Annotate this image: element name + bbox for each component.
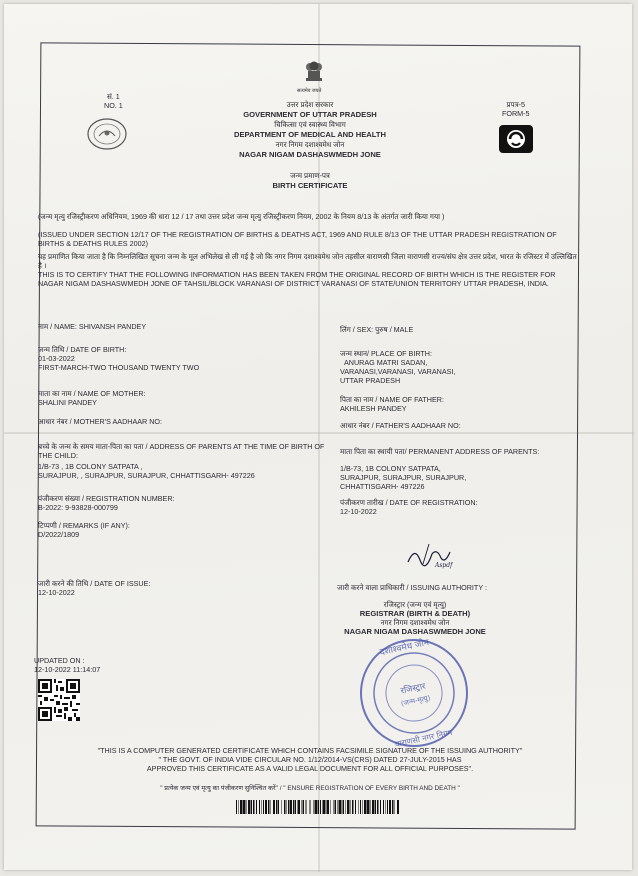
header-state-hi: उत्तर प्रदेश सरकार <box>286 100 334 109</box>
barcode-bar <box>372 800 374 814</box>
barcode-bar <box>284 800 285 814</box>
page-title: BIRTH CERTIFICATE <box>272 181 348 190</box>
barcode-bar <box>370 800 371 814</box>
barcode-bar <box>350 800 351 814</box>
barcode-bar <box>240 800 242 814</box>
mother-name-field: माता का नाम / NAME OF MOTHER: SHALINI PANDEY <box>38 389 146 407</box>
barcode-bar <box>362 800 363 814</box>
registration-date-field: पंजीकरण तारीख / DATE OF REGISTRATION: 12-10-2022 <box>340 498 478 516</box>
barcode-bar <box>302 800 304 814</box>
barcode-bar <box>263 800 264 814</box>
preamble-act-hi: (जन्म मृत्यु रजिस्ट्रीकरण अधिनियम, 1969 की धारा 12 / 17 तथा उत्तर प्रदेश जन्म मृत्यु रजिस्ट्रीकरण नियम, 2002 के नियम 8/13 के अंतर्गत जारी किया गया ) <box>38 212 445 221</box>
barcode-bar <box>238 800 239 814</box>
barcode-bar <box>394 800 395 814</box>
barcode-bar <box>383 800 384 814</box>
barcode-bar <box>251 800 252 814</box>
barcode-bar <box>246 800 247 814</box>
barcode-bar <box>334 800 335 814</box>
barcode-bar <box>248 800 250 814</box>
barcode-bar <box>392 800 394 814</box>
swachh-bharat-logo-icon <box>498 124 534 154</box>
barcode-bar <box>377 800 379 814</box>
barcode-bar <box>313 800 314 814</box>
header-government: GOVERNMENT OF UTTAR PRADESH <box>243 110 377 119</box>
barcode-bar <box>338 800 339 814</box>
barcode-bar <box>236 800 237 814</box>
barcode-bar <box>295 800 296 814</box>
registrar-block: रजिस्ट्रार (जन्म एवं मृत्यु) REGISTRAR (BIRTH & DEATH) नगर निगम दशाश्वमेध जोन NAGAR NIGAM DASHASWMEDH JONE <box>344 600 486 636</box>
up-government-logo-icon <box>87 118 127 150</box>
barcode-bar <box>347 800 349 814</box>
svg-text:वाराणसी नगर निगम: वाराणसी नगर निगम <box>394 728 454 749</box>
dob-field: जन्म तिथि / DATE OF BIRTH: 01-03-2022 FIRST-MARCH-TWO THOUSAND TWENTY TWO <box>38 345 200 372</box>
barcode-bar <box>314 800 316 814</box>
barcode-bar <box>253 800 255 814</box>
barcode-bar <box>322 800 324 814</box>
barcode-bar <box>259 800 260 814</box>
barcode-bar <box>380 800 381 814</box>
registrar-seal-stamp <box>358 637 470 749</box>
barcode-bar <box>301 800 302 814</box>
header-nagar-nigam: NAGAR NIGAM DASHASWMEDH JONE <box>239 150 381 159</box>
issuing-authority-label: जारी करने वाला प्राधिकारी / ISSUING AUTHORITY : <box>337 583 487 592</box>
svg-text:रजिस्ट्रार: रजिस्ट्रार <box>399 681 427 697</box>
barcode-bar <box>306 800 307 814</box>
barcode-bar <box>352 800 354 814</box>
registration-number-field: पंजीकरण संख्या / REGISTRATION NUMBER: B-2022: 9-93828-000799 <box>38 494 175 512</box>
preamble-cert-en: THIS IS TO CERTIFY THAT THE FOLLOWING INFORMATION HAS BEEN TAKEN FROM THE ORIGINAL RECORD OF BIRTH WHICH IS THE REGISTER FOR NAGAR NIGAM DASHASWMEDH JONE OF TAHSIL/BLOCK VARANASI OF DISTRICT VARANASI OF STATE/UNION TERRITORY UTTAR PRADESH, INDIA. <box>38 270 556 288</box>
registrar-signature <box>405 540 453 570</box>
address-at-birth-label: बच्चे के जन्म के समय माता-पिता का पता / ADDRESS OF PARENTS AT THE TIME OF BIRTH OF THE CHILD: <box>38 442 325 460</box>
barcode-bar <box>278 800 280 814</box>
barcode-bar <box>293 800 295 814</box>
barcode-bar <box>375 800 376 814</box>
certificate-border <box>36 42 581 829</box>
barcode-bar <box>268 800 270 814</box>
remarks-field: टिप्पणी / REMARKS (IF ANY): D/2022/1809 <box>38 521 130 539</box>
barcode-bar <box>261 800 262 814</box>
barcode-bar <box>320 800 321 814</box>
barcode-bar <box>345 800 346 814</box>
barcode-bar <box>288 800 289 814</box>
barcode-bar <box>389 800 391 814</box>
header-nagar-hi: नगर निगम दशाश्वमेध जोन <box>275 140 345 149</box>
barcode-bar <box>298 800 300 814</box>
barcode-bar <box>309 800 310 814</box>
barcode <box>236 800 402 814</box>
barcode-bar <box>265 800 267 814</box>
father-name-field: पिता का नाम / NAME OF FATHER: AKHILESH PANDEY <box>340 395 444 413</box>
barcode-bar <box>243 800 245 814</box>
barcode-bar <box>286 800 287 814</box>
ensure-registration-slogan: " प्रत्येक जन्म एवं मृत्यु का पंजीकरण सुनिश्चित करें" / " ENSURE REGISTRATION OF EVERY BIRTH AND DEATH " <box>160 785 460 792</box>
svg-text:दशाश्वमेध जोन: दशाश्वमेध जोन <box>379 637 430 659</box>
form-number: प्रपत्र-5 FORM-5 <box>502 100 530 118</box>
barcode-bar <box>270 800 271 814</box>
svg-text:Aspdf: Aspdf <box>435 562 453 569</box>
barcode-bar <box>339 800 341 814</box>
barcode-bar <box>327 800 329 814</box>
mother-aadhaar-field: आधार नंबर / MOTHER'S AADHAAR NO: <box>38 417 163 426</box>
barcode-bar <box>326 800 327 814</box>
barcode-bar <box>281 800 282 814</box>
barcode-bar <box>335 800 336 814</box>
barcode-bar <box>355 800 356 814</box>
barcode-bar <box>397 800 399 814</box>
barcode-bar <box>342 800 344 814</box>
father-aadhaar-field: आधार नंबर / FATHER'S AADHAAR NO: <box>340 421 461 430</box>
name-field: नाम / NAME: SHIVANSH PANDEY <box>38 322 147 331</box>
barcode-bar <box>330 800 331 814</box>
header-department: DEPARTMENT OF MEDICAL AND HEALTH <box>233 130 386 139</box>
barcode-bar <box>273 800 275 814</box>
svg-text:(जन्म-मृत्यु): (जन्म-मृत्यु) <box>400 693 432 708</box>
barcode-bar <box>367 800 369 814</box>
ashoka-emblem-icon <box>303 58 325 86</box>
serial-number: सं. 1 NO. 1 <box>104 92 123 110</box>
issue-date-field: जारी करने की तिथि / DATE OF ISSUE: 12-10-2022 <box>38 579 151 597</box>
permanent-address-label: माता पिता का स्थायी पता/ PERMANENT ADDRESS OF PARENTS: <box>340 447 540 456</box>
place-of-birth-field: जन्म स्थान/ PLACE OF BIRTH: ANURAG MATRI SADAN, VARANASI,VARANASI, VARANASI, UTTAR PRADESH <box>340 349 456 385</box>
permanent-address-value: 1/B-73, 1B COLONY SATPATA, SURAJPUR, SURAJPUR, SURAJPUR, CHHATTISGARH- 497226 <box>340 464 467 491</box>
address-at-birth-value: 1/B-73 , 1B COLONY SATPATA , SURAJPUR, , SURAJPUR, SURAJPUR, CHHATTISGARH- 497226 <box>38 462 255 480</box>
preamble-act-en: (ISSUED UNDER SECTION 12/17 OF THE REGISTRATION OF BIRTHS & DEATHS ACT, 1969 AND RULE 8/13 OF THE UTTAR PRADESH REGISTRATION OF BIRTHS & DEATHS RULES 2002) <box>38 230 557 248</box>
sex-field: लिंग / SEX: पुरुष / MALE <box>340 325 414 334</box>
header-dept-hi: चिकित्सा एवं स्वास्थ्य विभाग <box>274 120 346 129</box>
qr-code <box>38 679 80 721</box>
barcode-bar <box>310 800 311 814</box>
barcode-bar <box>358 800 359 814</box>
barcode-bar <box>318 800 320 814</box>
preamble-cert-hi: यह प्रमाणित किया जाता है कि निम्नलिखित सूचना जन्म के मूल अभिलेख से ली गई है जो कि नगर निगम दशाश्वमेध जोन तहसील वाराणसी जिला वाराणसी राज्य/संघ क्षेत्र उत्तर प्रदेश, भारत के रजिस्टर में उल्लिखित है । <box>38 252 577 270</box>
barcode-bar <box>364 800 366 814</box>
footer-notice: "THIS IS A COMPUTER GENERATED CERTIFICATE WHICH CONTAINS FACSIMILE SIGNATURE OF THE ISSUING AUTHORITY" " THE GOVT. OF INDIA VIDE CIRCULAR NO. 1/12/2014-VS(CRS) DATED 27-JULY-2015 HAS APPROVED THIS CERTIFICATE AS A VALID LEGAL DOCUMENT FOR ALL OFFICIAL PURPOSES". <box>97 746 523 773</box>
barcode-bar <box>256 800 257 814</box>
barcode-bar <box>290 800 292 814</box>
barcode-bar <box>387 800 388 814</box>
title-hi: जन्म प्रमाण-पत्र <box>290 171 330 180</box>
barcode-bar <box>385 800 386 814</box>
updated-on-field: UPDATED ON : 12-10-2022 11:14:07 <box>34 656 101 674</box>
emblem-caption: सत्यमेव जयते <box>297 88 322 94</box>
barcode-bar <box>360 800 361 814</box>
barcode-bar <box>276 800 277 814</box>
